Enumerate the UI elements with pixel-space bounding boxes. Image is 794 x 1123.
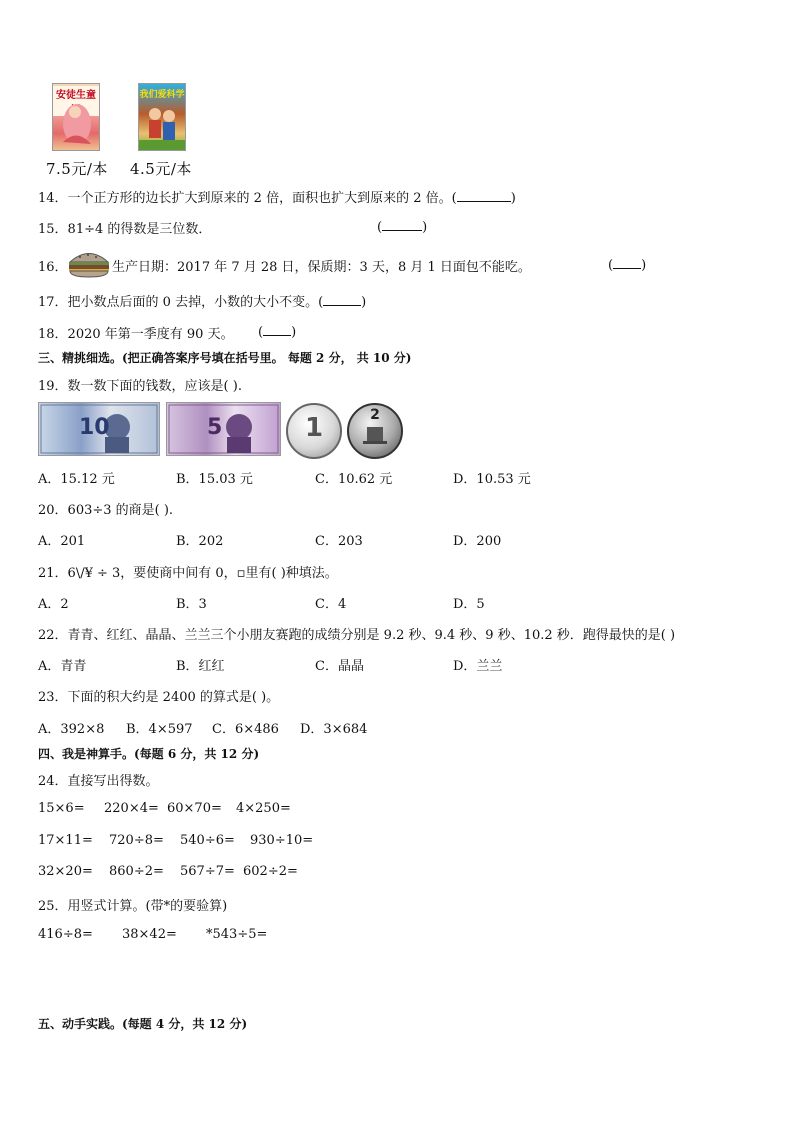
option-d[interactable]: D．兰兰 bbox=[453, 659, 503, 674]
question-23: 23．下面的积大约是 2400 的算式是( )。 bbox=[38, 690, 280, 705]
option-b[interactable]: B．15.03 元 bbox=[176, 472, 253, 487]
section-3-heading: 三、精挑细选。(把正确答案序号填在括号里。 每题 2 分， 共 10 分) bbox=[38, 351, 412, 365]
question-16-text: 生产日期：2017 年 7 月 28 日，保质期：3 天，8 月 1 日面包不能吃。 bbox=[112, 260, 531, 275]
question-16-answer bbox=[608, 256, 646, 273]
calc-item: 17×11= bbox=[38, 833, 93, 848]
option-c[interactable]: C．10.62 元 bbox=[315, 472, 393, 487]
question-18 bbox=[38, 323, 234, 342]
calc-item: 930÷10= bbox=[250, 833, 314, 848]
calc-item: 602÷2= bbox=[243, 864, 298, 879]
two-fen-coin bbox=[347, 403, 403, 459]
paren-close: ) bbox=[361, 295, 367, 310]
option-d[interactable]: D．10.53 元 bbox=[453, 472, 531, 487]
calc-item: 32×20= bbox=[38, 864, 93, 879]
banknote-portrait bbox=[167, 403, 280, 455]
coin-value: 2 bbox=[370, 407, 380, 423]
question-14 bbox=[38, 187, 516, 206]
question-17-text: 17．把小数点后面的 0 去掉，小数的大小不变。( bbox=[38, 295, 324, 310]
question-18-answer bbox=[258, 323, 296, 340]
question-22: 22．青青、红红、晶晶、兰兰三个小朋友赛跑的成绩分别是 9.2 秒、9.4 秒、9 秒、10.2 秒．跑得最快的是( ) bbox=[38, 628, 676, 643]
book-title: 安徒生童 bbox=[53, 86, 99, 116]
paren-open: ( bbox=[258, 325, 264, 340]
question-21: 21．6\/¥ ÷ 3，要使商中间有 0，▫里有( )种填法。 bbox=[38, 566, 338, 581]
option-a[interactable]: A．15.12 元 bbox=[38, 472, 115, 487]
option-b[interactable]: B．红红 bbox=[176, 659, 225, 674]
question-15-text: 15．81÷4 的得数是三位数． bbox=[38, 222, 212, 237]
question-15 bbox=[38, 218, 211, 237]
book-cover-science bbox=[138, 83, 186, 151]
ten-yuan-banknote bbox=[38, 402, 160, 456]
option-b[interactable]: B．202 bbox=[176, 534, 224, 549]
option-c[interactable]: C．6×486 bbox=[212, 722, 279, 737]
book-title: 我们爱科学 bbox=[139, 90, 185, 100]
calc-item: 15×6= bbox=[38, 801, 85, 816]
fairy-illustration bbox=[53, 98, 99, 150]
question-19: 19．数一数下面的钱数，应该是( ). bbox=[38, 379, 242, 394]
calc-item: 38×42= bbox=[122, 927, 177, 942]
paren-close: ) bbox=[422, 220, 428, 235]
hamburger-icon bbox=[66, 249, 112, 279]
answer-blank[interactable] bbox=[323, 293, 361, 306]
price-book1: 7.5元/本 bbox=[46, 160, 108, 178]
paren-open: ( bbox=[608, 258, 614, 273]
option-a[interactable]: A．2 bbox=[38, 597, 69, 612]
kids-illustration bbox=[139, 100, 185, 150]
one-yuan-coin bbox=[286, 403, 342, 459]
calc-item: 220×4= bbox=[104, 801, 159, 816]
calc-item: 720÷8= bbox=[109, 833, 164, 848]
calc-item: *543÷5= bbox=[206, 927, 268, 942]
answer-blank[interactable] bbox=[263, 323, 291, 336]
answer-blank[interactable] bbox=[382, 218, 422, 231]
calc-item: 416÷8= bbox=[38, 927, 93, 942]
option-a[interactable]: A．392×8 bbox=[38, 722, 105, 737]
option-c[interactable]: C．4 bbox=[315, 597, 347, 612]
calc-item: 567÷7= bbox=[180, 864, 235, 879]
question-24: 24．直接写出得数。 bbox=[38, 774, 159, 789]
option-a[interactable]: A．青青 bbox=[38, 659, 87, 674]
option-a[interactable]: A．201 bbox=[38, 534, 86, 549]
option-b[interactable]: B．4×597 bbox=[126, 722, 193, 737]
national-emblem-icon bbox=[349, 405, 401, 457]
paren-close: ) bbox=[641, 258, 647, 273]
answer-blank[interactable] bbox=[613, 256, 641, 269]
option-d[interactable]: D．5 bbox=[453, 597, 485, 612]
question-16 bbox=[38, 256, 68, 275]
question-14-text: 14．一个正方形的边长扩大到原来的 2 倍，面积也扩大到原来的 2 倍。( bbox=[38, 191, 457, 206]
five-yuan-banknote bbox=[166, 402, 281, 456]
book-cover-andersen bbox=[52, 83, 100, 151]
option-d[interactable]: D．200 bbox=[453, 534, 502, 549]
coin-value: 1 bbox=[304, 413, 324, 443]
section-4-heading: 四、我是神算手。(每题 6 分，共 12 分) bbox=[38, 747, 260, 761]
option-c[interactable]: C．晶晶 bbox=[315, 659, 364, 674]
answer-blank[interactable] bbox=[457, 189, 511, 202]
question-16-number: 16． bbox=[38, 260, 68, 275]
paren-close: ) bbox=[291, 325, 297, 340]
calc-item: 60×70= bbox=[167, 801, 222, 816]
price-book2: 4.5元/本 bbox=[130, 160, 192, 178]
option-b[interactable]: B．3 bbox=[176, 597, 207, 612]
banknote-value: 10 bbox=[79, 415, 110, 440]
question-15-answer bbox=[377, 218, 427, 235]
calc-item: 540÷6= bbox=[180, 833, 235, 848]
question-25: 25．用竖式计算。(带*的要验算) bbox=[38, 899, 228, 914]
option-c[interactable]: C．203 bbox=[315, 534, 363, 549]
question-17 bbox=[38, 291, 366, 310]
calc-item: 4×250= bbox=[236, 801, 291, 816]
section-5-heading: 五、动手实践。(每题 4 分，共 12 分) bbox=[38, 1017, 248, 1031]
option-d[interactable]: D．3×684 bbox=[300, 722, 368, 737]
paren-open: ( bbox=[377, 220, 383, 235]
banknote-value: 5 bbox=[207, 415, 223, 440]
paren-close: ) bbox=[510, 191, 516, 206]
question-18-text: 18．2020 年第一季度有 90 天。 bbox=[38, 327, 234, 342]
question-20: 20．603÷3 的商是( ). bbox=[38, 503, 174, 518]
calc-item: 860÷2= bbox=[109, 864, 164, 879]
